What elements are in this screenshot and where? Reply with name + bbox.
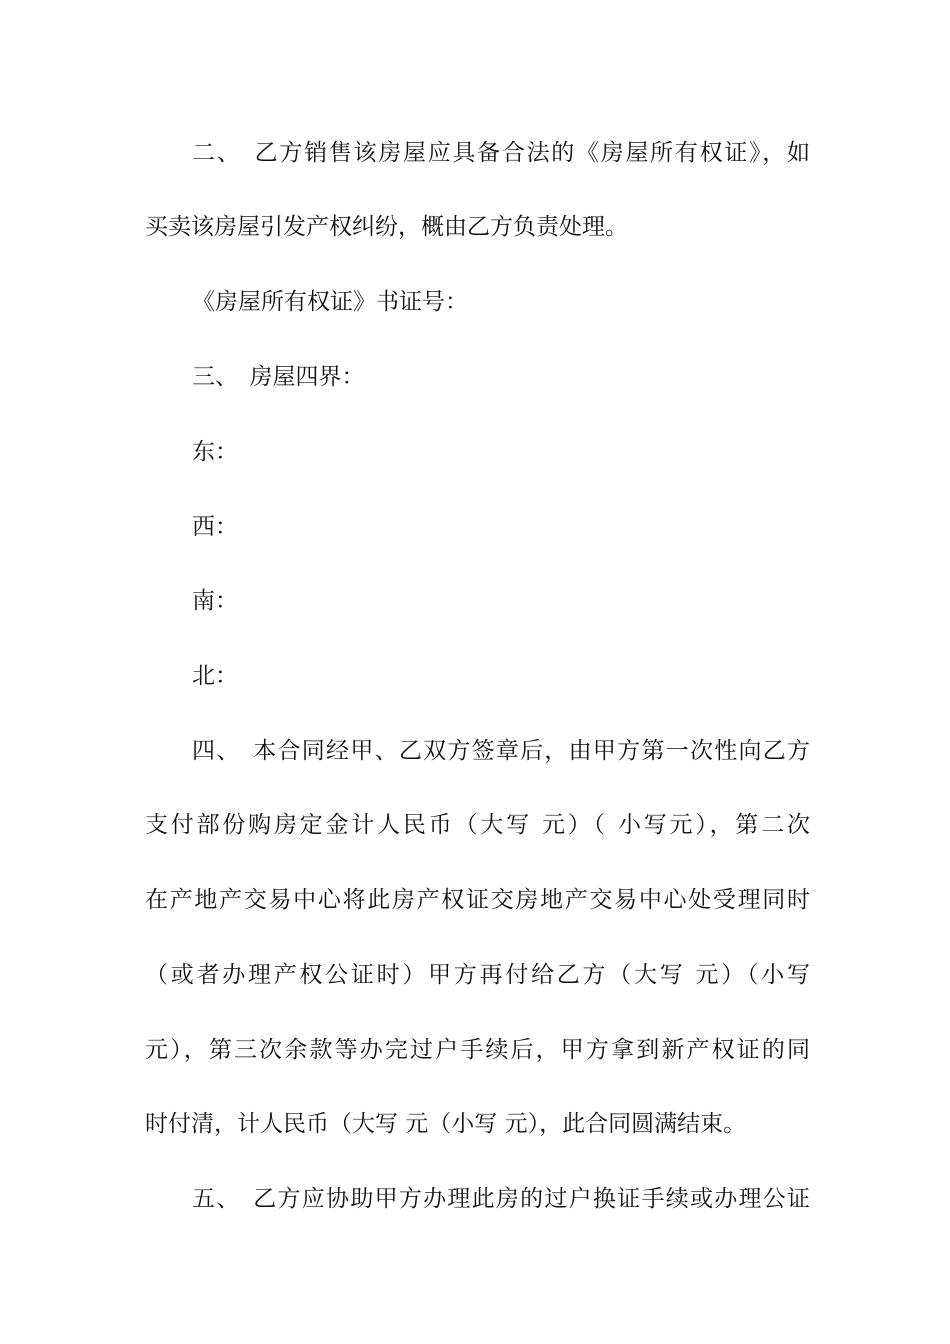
clause-2-line-1: 二、 乙方销售该房屋应具备合法的《房屋所有权证》，如 — [192, 140, 810, 166]
clause-3-heading: 三、 房屋四界： — [192, 364, 365, 390]
clause-4-line-1: 四、 本合同经甲、乙双方签章后，由甲方第一次性向乙方 — [192, 738, 810, 764]
boundary-west: 西： — [192, 514, 238, 540]
clause-2-line-2: 买卖该房屋引发产权纠纷，概由乙方负责处理。 — [145, 214, 628, 240]
boundary-east: 东： — [192, 439, 238, 465]
clause-5-line-1: 五、 乙方应协助甲方办理此房的过户换证手续或办理公证 — [192, 1186, 810, 1212]
clause-4-line-4: （或者办理产权公证时）甲方再付给乙方（大写 元）（小写 — [145, 962, 810, 988]
certificate-number-label: 《房屋所有权证》书证号： — [192, 289, 468, 315]
clause-4-line-5: 元），第三次余款等办完过户手续后，甲方拿到新产权证的同 — [145, 1037, 810, 1063]
boundary-north: 北： — [192, 663, 238, 689]
clause-4-line-3: 在产地产交易中心将此房产权证交房地产交易中心处受理同时 — [145, 887, 810, 913]
boundary-south: 南： — [192, 588, 238, 614]
clause-4-line-6: 时付清，计人民币（大写 元（小写 元），此合同圆满结束。 — [145, 1111, 747, 1137]
clause-4-line-2: 支付部份购房定金计人民币（大写 元）（ 小写元），第二次 — [145, 812, 810, 838]
